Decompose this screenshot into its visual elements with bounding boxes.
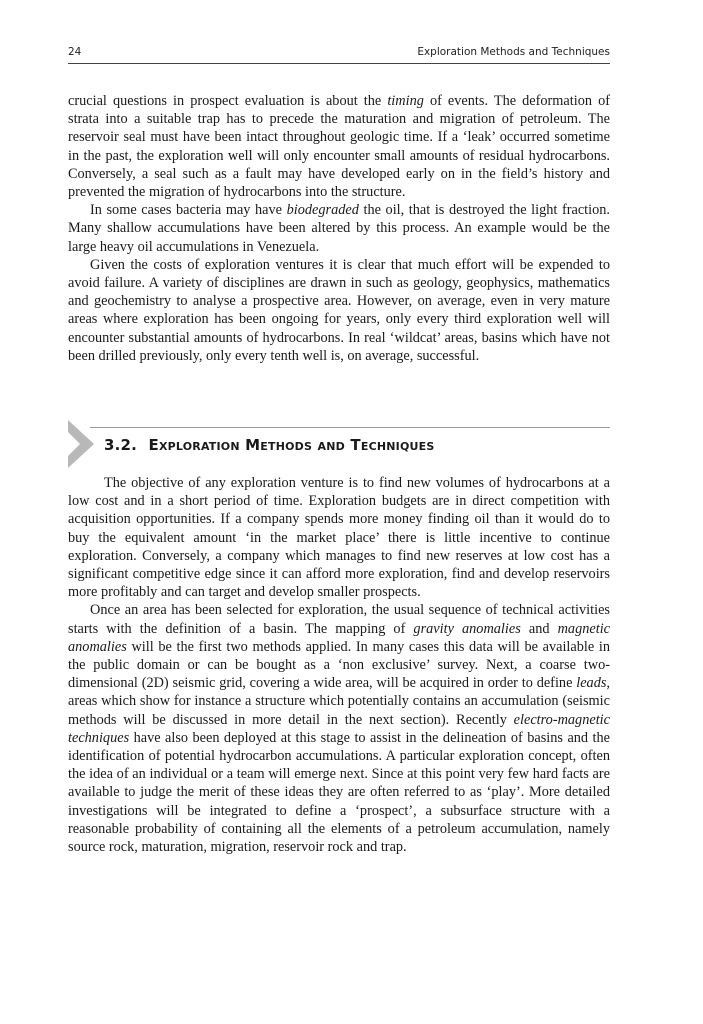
- body-text-block-2: [68, 474, 610, 856]
- running-title: Exploration Methods and Techniques: [417, 46, 610, 58]
- paragraph-biodegraded: In some cases bacteria may have biodegraded the oil, that is destroyed the light fraction. Many shallow accumulations have been altered by this process. An example would be the large heavy oil accumulations in Venezuela.: [68, 202, 610, 255]
- term-electro-magnetic: electro-magnetic techniques: [68, 711, 610, 746]
- body-text-block-1: [68, 92, 610, 365]
- section-arrow-icon: [66, 418, 96, 470]
- section-rule: [90, 427, 610, 428]
- term-leads: leads: [576, 675, 607, 692]
- term-timing: timing: [387, 93, 424, 109]
- paragraph-timing: crucial questions in prospect evaluation is about the timing of events. The deformation of strata into a suitable trap has to precede the maturation and migration of petroleum. The reservoir seal must have been intact throughout geologic time. If a ‘leak’ occurred sometime in the past, the exploration well will only encounter small amounts of residual hydrocarbons. Conversely, a seal such as a fault may have developed early on in the field’s history and prevented the migration of hydrocarbons into the structure.: [68, 93, 610, 201]
- term-gravity-anomalies: gravity anomalies: [413, 620, 521, 637]
- paragraph-sequence: Once an area has been selected for exploration, the usual sequence of technical activities starts with the definition of a basin. The mapping of gravity anomalies and magnetic anomalies will be the first two methods applied. In many cases this data will be available in the public domain or can be bought as a ‘non exclusive’ survey. Next, a coarse two-dimensional (2D) seismic grid, covering a wide area, will be acquired in order to define leads, areas which show for instance a structure which potentially contains an accumulation (seismic methods will be discussed in more detail in the next section). Recently electro-magnetic techniques have also been deployed at this stage to assist in the delineation of basins and the identification of potential hydrocarbon accumulations. A particular exploration concept, often the idea of an individual or a team will emerge next. Since at this point very few hard facts are available to judge the merit of these ideas they are often referred to as ‘play’. More detailed investigations will be integrated to define a ‘prospect’, a subsurface structure with a reasonable probability of containing all the elements of a petroleum accumulation, namely source rock, maturation, migration, reservoir rock and trap.: [68, 602, 611, 856]
- section-heading: [104, 436, 434, 454]
- page-number: 24: [68, 46, 82, 58]
- page-header: [68, 44, 610, 64]
- section-title: Exploration Methods and Techniques: [148, 436, 435, 454]
- term-magnetic-anomalies: magnetic anomalies: [68, 620, 611, 655]
- paragraph-exploration-costs: Given the costs of exploration ventures it is clear that much effort will be expended to avoid failure. A variety of disciplines are drawn in such as geology, geophysics, mathematics and geochemistry to analyse a prospective area. However, on average, even in very mature areas where exploration has been ongoing for years, only every third exploration well will encounter substantial amounts of hydrocarbons. In real ‘wildcat’ areas, basins which have not been drilled previously, only every tenth well is, on average, successful.: [68, 256, 610, 364]
- section-number: 3.2.: [104, 436, 138, 454]
- term-biodegraded: biodegraded: [286, 202, 359, 219]
- paragraph-objective: The objective of any exploration venture is to find new volumes of hydrocarbons at a low cost and in a short period of time. Exploration budgets are in direct competition with acquisition opportunities. If a company spends more money finding oil than it would do to buy the equivalent amount ‘in the market place’ there is little incentive to continue exploration. Conversely, a company which manages to find new reserves at low cost has a significant competitive edge since it can afford more exploration, find and develop reservoirs more profitably and can target and develop smaller prospects.: [68, 475, 610, 601]
